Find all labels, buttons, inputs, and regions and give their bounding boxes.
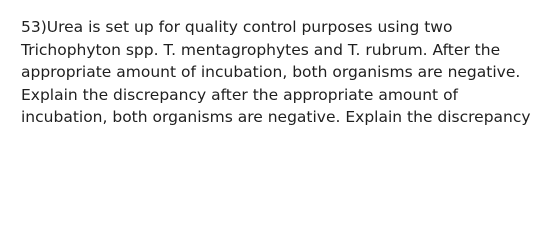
question-text: 53)Urea is set up for quality control purposes using two Trichophyton spp. T. mentagrophytes and T. rubrum. After the appropriate amount of incubation, both organisms are negative. Explain the discrepancy after the appropriate amount of incubation, both organisms are negative. Explain the discrepancy <box>21 18 531 126</box>
